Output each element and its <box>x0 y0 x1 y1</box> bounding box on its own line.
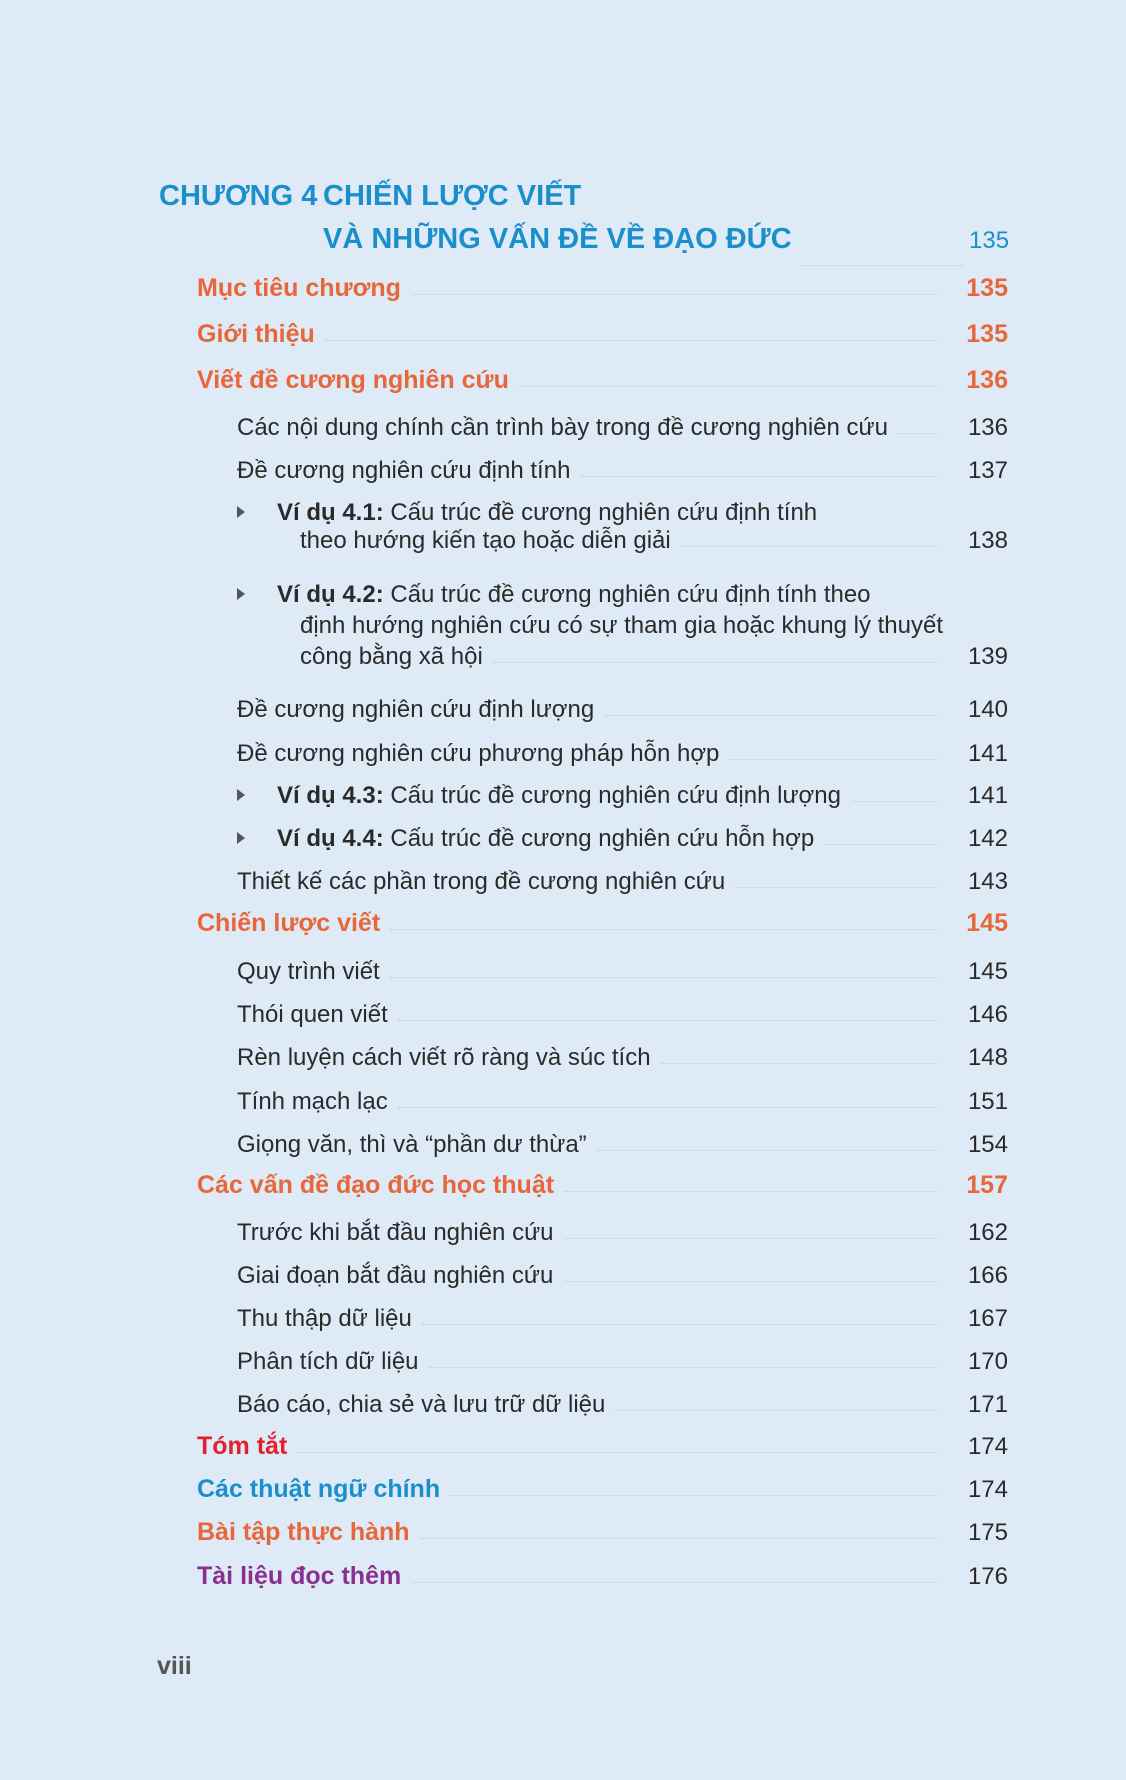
entry-page: 139 <box>967 643 1008 670</box>
dot-leader <box>898 415 938 434</box>
example-label: Ví dụ 4.2: <box>277 581 384 608</box>
toc-entry-summary[interactable] <box>0 1432 1126 1461</box>
toc-entry-before-study[interactable] <box>0 1219 1126 1247</box>
entry-page: 143 <box>967 868 1008 895</box>
triangle-bullet-icon <box>237 506 245 518</box>
example-label: Ví dụ 4.4: <box>277 825 384 852</box>
entry-page: 151 <box>967 1088 1008 1115</box>
dot-leader <box>563 1263 938 1282</box>
toc-entry-further-readings[interactable] <box>0 1562 1126 1591</box>
toc-entry-example-4-3[interactable] <box>0 782 1126 810</box>
entry-page: 174 <box>967 1433 1008 1460</box>
entry-title-continued: định hướng nghiên cứu có sự tham gia hoặc khung lý thuyết <box>300 612 943 639</box>
entry-title: Cấu trúc đề cương nghiên cứu định tính theo <box>383 581 871 608</box>
toc-entry-example-4-4[interactable] <box>0 825 1126 853</box>
chapter-title-line1: CHIẾN LƯỢC VIẾT <box>323 180 582 212</box>
entry-title: Các nội dung chính cần trình bày trong đề cương nghiên cứu <box>237 414 888 441</box>
entry-title: Tài liệu đọc thêm <box>197 1562 402 1590</box>
dot-leader <box>563 1220 938 1239</box>
toc-entry-example-4-2[interactable] <box>0 581 1126 671</box>
toc-entry-introduction[interactable] <box>0 320 1126 349</box>
dot-leader <box>564 1173 938 1192</box>
dot-leader <box>297 1434 938 1453</box>
entry-title: Đề cương nghiên cứu định tính <box>237 457 571 484</box>
entry-title: Viết đề cương nghiên cứu <box>197 366 509 394</box>
entry-title: Giai đoạn bắt đầu nghiên cứu <box>237 1262 554 1289</box>
entry-page: 137 <box>967 457 1008 484</box>
dot-leader <box>411 1564 938 1583</box>
entry-page: 136 <box>967 414 1008 441</box>
entry-title: Chiến lược viết <box>197 909 381 937</box>
dot-leader <box>519 368 938 387</box>
toc-entry-ethical-issues[interactable] <box>0 1171 1126 1200</box>
dot-leader <box>422 1306 938 1325</box>
entry-title-continued: công bằng xã hội <box>300 643 483 670</box>
chapter-number: CHƯƠNG 4 <box>159 180 318 212</box>
entry-title: Tóm tắt <box>197 1432 288 1460</box>
entry-page: 157 <box>966 1171 1008 1199</box>
entry-title: Trước khi bắt đầu nghiên cứu <box>237 1219 554 1246</box>
toc-entry-writing-strategies[interactable] <box>0 909 1126 938</box>
entry-page: 135 <box>966 274 1008 302</box>
dot-leader <box>420 1520 938 1539</box>
dot-leader <box>325 322 938 341</box>
entry-page: 170 <box>967 1348 1008 1375</box>
dot-leader <box>429 1349 938 1368</box>
entry-page: 167 <box>967 1305 1008 1332</box>
dot-leader <box>615 1392 938 1411</box>
toc-entry-key-terms[interactable] <box>0 1475 1126 1504</box>
toc-entry-clear-concise[interactable] <box>0 1044 1126 1072</box>
dot-leader <box>398 1002 938 1021</box>
entry-title: Cấu trúc đề cương nghiên cứu định tính <box>383 499 818 526</box>
toc-entry-reporting-data[interactable] <box>0 1391 1126 1419</box>
entry-page: 146 <box>967 1001 1008 1028</box>
entry-page: 174 <box>967 1476 1008 1503</box>
entry-title: Đề cương nghiên cứu định lượng <box>237 696 595 723</box>
dot-leader <box>729 741 938 760</box>
entry-title: Bài tập thực hành <box>197 1518 410 1546</box>
dot-leader <box>493 644 938 663</box>
toc-entry-data-collection[interactable] <box>0 1305 1126 1333</box>
entry-page: 142 <box>967 825 1008 852</box>
triangle-bullet-icon <box>237 588 245 600</box>
entry-page: 166 <box>967 1262 1008 1289</box>
entry-title: Tính mạch lạc <box>237 1088 388 1115</box>
entry-title: Thu thập dữ liệu <box>237 1305 412 1332</box>
entry-title: Cấu trúc đề cương nghiên cứu định lượng <box>383 782 841 809</box>
chapter-page-number: 135 <box>969 227 1010 254</box>
entry-page: 148 <box>967 1044 1008 1071</box>
toc-entry-writing-proposal[interactable] <box>0 366 1126 395</box>
entry-page: 145 <box>967 958 1008 985</box>
entry-title: Giọng văn, thì và “phần dư thừa” <box>237 1131 587 1158</box>
toc-entry-writing-habits[interactable] <box>0 1001 1126 1029</box>
page-folio: viii <box>157 1652 192 1680</box>
dot-leader <box>802 245 963 266</box>
toc-entry-example-4-1[interactable] <box>0 499 1126 555</box>
entry-title: Báo cáo, chia sẻ và lưu trữ dữ liệu <box>237 1391 606 1418</box>
entry-title: Đề cương nghiên cứu phương pháp hỗn hợp <box>237 740 720 767</box>
entry-title: Quy trình viết <box>237 958 380 985</box>
toc-entry-mixed-methods-proposal[interactable] <box>0 740 1126 768</box>
entry-title: Các thuật ngữ chính <box>197 1475 441 1503</box>
entry-title: Phân tích dữ liệu <box>237 1348 419 1375</box>
entry-title: Cấu trúc đề cương nghiên cứu hỗn hợp <box>383 825 815 852</box>
entry-page: 162 <box>967 1219 1008 1246</box>
dot-leader <box>450 1477 938 1496</box>
entry-page: 141 <box>967 740 1008 767</box>
dot-leader <box>390 911 938 930</box>
dot-leader <box>681 528 938 547</box>
example-label: Ví dụ 4.3: <box>277 782 384 809</box>
entry-page: 141 <box>967 782 1008 809</box>
dot-leader <box>597 1132 938 1151</box>
entry-title: Rèn luyện cách viết rõ ràng và súc tích <box>237 1044 651 1071</box>
entry-title: Thói quen viết <box>237 1001 388 1028</box>
entry-title: Mục tiêu chương <box>197 274 401 302</box>
dot-leader <box>398 1089 938 1108</box>
entry-title-continued: theo hướng kiến tạo hoặc diễn giải <box>300 527 671 554</box>
entry-page: 171 <box>967 1391 1008 1418</box>
entry-page: 154 <box>967 1131 1008 1158</box>
entry-title: Các vấn đề đạo đức học thuật <box>197 1171 555 1199</box>
entry-page: 136 <box>966 366 1008 394</box>
toc-entry-data-analysis[interactable] <box>0 1348 1126 1376</box>
entry-page: 175 <box>967 1519 1008 1546</box>
toc-entry-coherence[interactable] <box>0 1088 1126 1116</box>
entry-page: 140 <box>967 696 1008 723</box>
triangle-bullet-icon <box>237 789 245 801</box>
dot-leader <box>411 276 938 295</box>
dot-leader <box>851 783 938 802</box>
chapter-heading <box>159 180 1009 266</box>
dot-leader <box>824 826 938 845</box>
toc-entry-voice-tense[interactable] <box>0 1131 1126 1159</box>
dot-leader <box>390 959 938 978</box>
dot-leader <box>735 869 938 888</box>
example-label: Ví dụ 4.1: <box>277 499 384 526</box>
toc-entry-quantitative-proposal[interactable] <box>0 696 1126 724</box>
toc-entry-designing-sections[interactable] <box>0 868 1126 896</box>
toc-entry-qualitative-proposal[interactable] <box>0 457 1126 485</box>
entry-page: 145 <box>966 909 1008 937</box>
chapter-title-line2: VÀ NHỮNG VẤN ĐỀ VỀ ĐẠO ĐỨC <box>323 223 792 255</box>
toc-entry-writing-process[interactable] <box>0 958 1126 986</box>
entry-page: 135 <box>966 320 1008 348</box>
dot-leader <box>580 458 938 477</box>
toc-entry-chapter-objectives[interactable] <box>0 274 1126 303</box>
dot-leader <box>604 697 938 716</box>
toc-entry-exercises[interactable] <box>0 1518 1126 1547</box>
triangle-bullet-icon <box>237 832 245 844</box>
entry-page: 138 <box>967 527 1008 554</box>
entry-title: Thiết kế các phần trong đề cương nghiên cứu <box>237 868 726 895</box>
dot-leader <box>661 1045 938 1064</box>
entry-page: 176 <box>967 1563 1008 1590</box>
toc-entry-main-contents[interactable] <box>0 414 1126 442</box>
entry-title: Giới thiệu <box>197 320 315 348</box>
toc-entry-beginning-study[interactable] <box>0 1262 1126 1290</box>
